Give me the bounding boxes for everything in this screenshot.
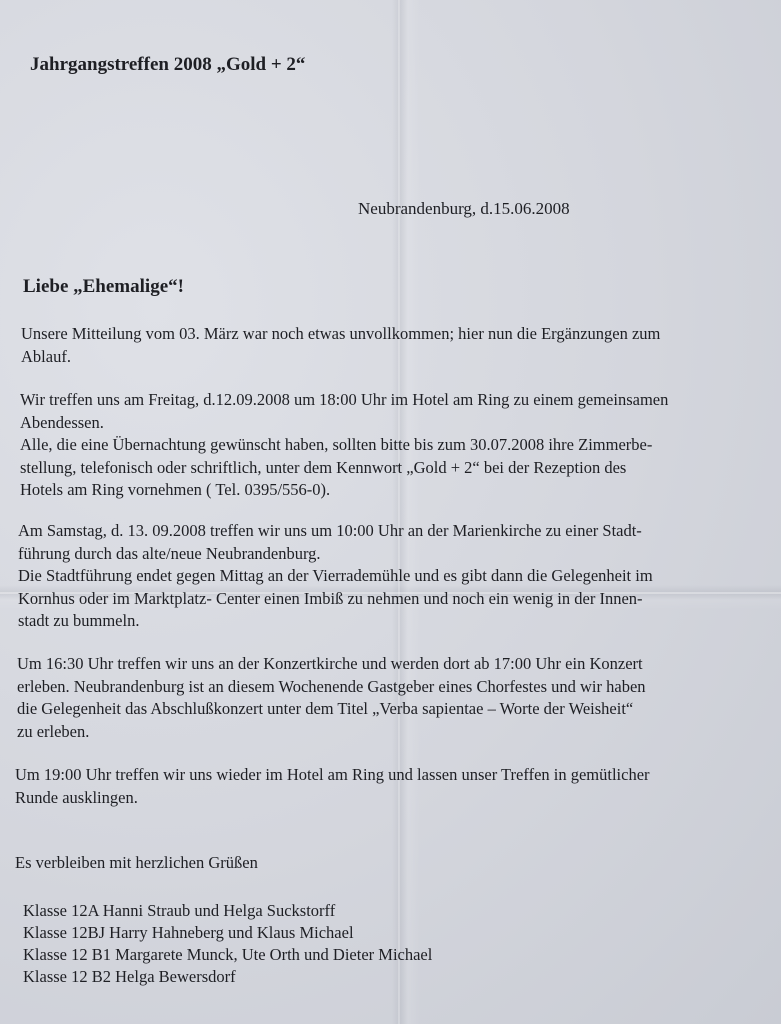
paragraph-concert (17, 653, 769, 743)
paragraph-line: Ablauf. (21, 346, 71, 366)
paragraph-line: Die Stadtführung endet gegen Mittag an der Vierrademühle und es gibt dann die Gelegenheit im (18, 566, 653, 585)
paragraph-friday (20, 389, 772, 502)
paragraph-line: Am Samstag, d. 13. 09.2008 treffen wir uns um 10:00 Uhr an der Marienkirche zu einer Stadt- (18, 521, 642, 540)
signature-list (23, 900, 432, 988)
signature-line: Klasse 12 B2 Helga Bewersdorf (23, 967, 236, 986)
paragraph-line: Um 16:30 Uhr treffen wir uns an der Konzertkirche und werden dort ab 17:00 Uhr ein Konzert (17, 654, 643, 673)
paragraph-line: zu erleben. (17, 721, 90, 741)
paragraph-line: die Gelegenheit das Abschlußkonzert unter dem Titel „Verba sapientae – Worte der Weisheit“ (17, 699, 634, 718)
paper-fold-vertical (398, 0, 400, 1024)
paragraph-line: führung durch das alte/neue Neubrandenburg. (18, 543, 321, 563)
paragraph-line: Kornhus oder im Marktplatz- Center einen Imbiß zu nehmen und noch ein wenig in der Innen- (18, 588, 643, 608)
paragraph-line: Hotels am Ring vornehmen ( Tel. 0395/556-0). (20, 480, 331, 499)
paragraph-line: erleben. Neubrandenburg ist an diesem Wochenende Gastgeber eines Chorfestes und wir haben (17, 676, 646, 696)
paragraph-line: Runde ausklingen. (15, 787, 138, 807)
signature-line: Klasse 12BJ Harry Hahneberg und Klaus Michael (23, 923, 354, 942)
signature-line: Klasse 12A Hanni Straub und Helga Suckstorff (23, 901, 336, 920)
paragraph-saturday-tour (18, 520, 770, 633)
paragraph-line: Wir treffen uns am Freitag, d.12.09.2008 um 18:00 Uhr im Hotel am Ring zu einem gemeinsamen (20, 390, 669, 409)
salutation: Liebe „Ehemalige“! (23, 276, 184, 297)
signature-line: Klasse 12 B1 Margarete Munck, Ute Orth und Dieter Michael (23, 945, 433, 964)
paragraph-line: stellung, telefonisch oder schriftlich, unter dem Kennwort „Gold + 2“ bei der Rezeption des (20, 457, 627, 477)
date-line: Neubrandenburg, d.15.06.2008 (358, 199, 570, 218)
paragraph-line: Abendessen. (20, 412, 104, 432)
paragraph-evening (15, 764, 767, 809)
paragraph-intro (21, 323, 773, 368)
paragraph-line: Um 19:00 Uhr treffen wir uns wieder im Hotel am Ring und lassen unser Treffen in gemütlicher (15, 765, 650, 784)
closing-greeting: Es verbleiben mit herzlichen Grüßen (15, 853, 258, 872)
paragraph-line: stadt zu bummeln. (18, 611, 140, 630)
document-title: Jahrgangstreffen 2008 „Gold + 2“ (30, 54, 306, 75)
paragraph-line: Alle, die eine Übernachtung gewünscht haben, sollten bitte bis zum 30.07.2008 ihre Zimmerbe- (20, 435, 653, 454)
paragraph-line: Unsere Mitteilung vom 03. März war noch etwas unvollkommen; hier nun die Ergänzungen zum (21, 324, 661, 343)
